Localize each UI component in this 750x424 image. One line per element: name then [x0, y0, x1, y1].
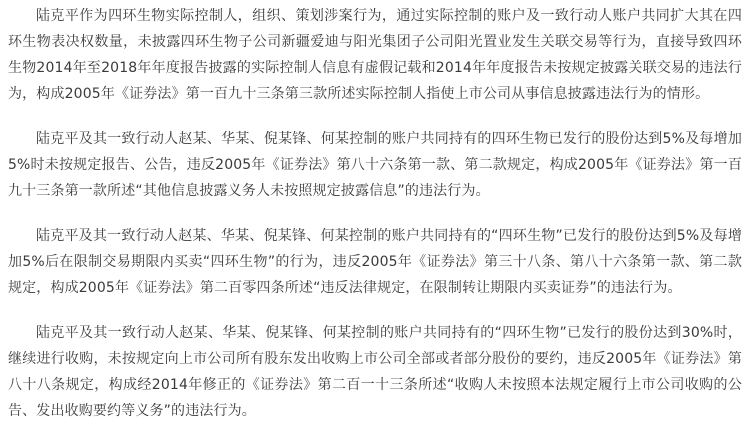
paragraph-3: 陆克平及其一致行动人赵某、华某、倪某锋、何某控制的账户共同持有的“四环生物”已发行的股份达到5%及每增加5%后在限制交易期限内买卖“四环生物”的行为，违反2005年《证券法》第三十八条、第八十六条第一款、第二款规定，构成2005年《证券法》第二百零四条所述“违反法律规定，在限制转让期限内买卖证券”的违法行为。 — [8, 228, 742, 296]
paragraph-1: 陆克平作为四环生物实际控制人，组织、策划涉案行为，通过实际控制的账户及一致行动人账户共同扩大其在四环生物表决权数量，未披露四环生物子公司新疆爱迪与阳光集团子公司阳光置业发生关联交易等行为，直接导致四环生物2014年至2018年年度报告披露的实际控制人信息有虚假记载和2014年年度报告未按规定披露关联交易的违法行为，构成2005年《证券法》第一百九十三条第三款所述实际控制人指使上市公司从事信息披露违法行为的情形。 — [8, 8, 742, 102]
paragraph-2: 陆克平及其一致行动人赵某、华某、倪某锋、何某控制的账户共同持有的四环生物已发行的股份达到5%及每增加5%时未按规定报告、公告，违反2005年《证券法》第八十六条第一款、第二款规定，构成2005年《证券法》第一百九十三条第一款所述“其他信息披露义务人未按照规定披露信息”的违法行为。 — [8, 131, 742, 199]
paragraph-4: 陆克平及其一致行动人赵某、华某、倪某锋、何某控制的账户共同持有的“四环生物”已发行的股份达到30%时，继续进行收购，未按规定向上市公司所有股东发出收购上市公司全部或者部分股份的要约，违反2005年《证券法》第八十八条规定，构成经2014年修正的《证券法》第二百一十三条所述“收购人未按照本法规定履行上市公司收购的公告、发出收购要约等义务”的违法行为。 — [8, 325, 742, 419]
